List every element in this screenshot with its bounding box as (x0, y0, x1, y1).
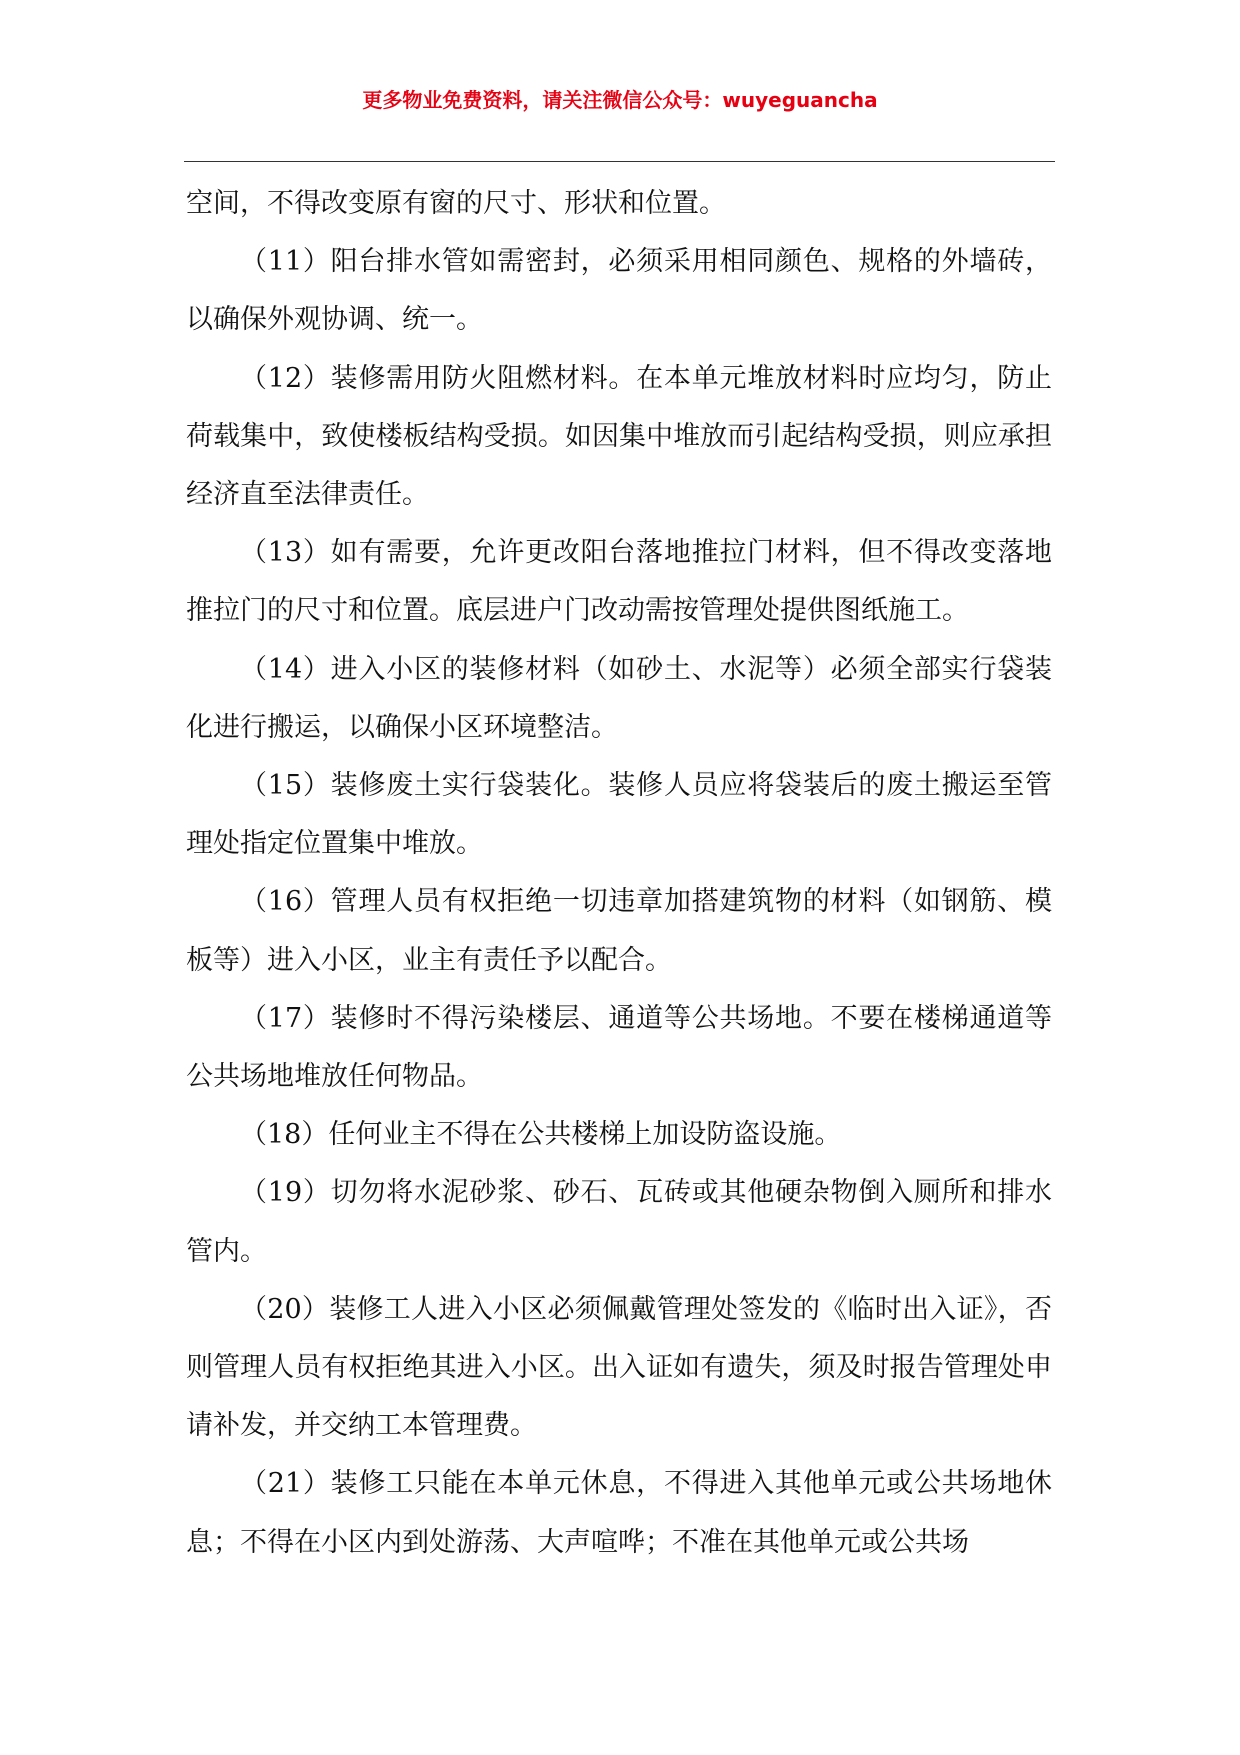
paragraph-item-16: （16）管理人员有权拒绝一切违章加搭建筑物的材料（如钢筋、模板等）进入小区，业主有责任予以配合。 (186, 886, 1052, 976)
page-header-notice: 更多物业免费资料，请关注微信公众号：wuyeguancha (362, 88, 878, 112)
paragraph-item-14: （14）进入小区的装修材料（如砂土、水泥等）必须全部实行袋装化进行搬运，以确保小区环境整洁。 (186, 653, 1052, 743)
paragraph-item-12: （12）装修需用防火阻燃材料。在本单元堆放材料时应均匀，防止荷载集中，致使楼板结构受损。如因集中堆放而引起结构受损，则应承担经济直至法律责任。 (186, 362, 1052, 511)
paragraph-item-20: （20）装修工人进入小区必须佩戴管理处签发的《临时出入证》，否则管理人员有权拒绝其进入小区。出入证如有遗失，须及时报告管理处申请补发，并交纳工本管理费。 (186, 1293, 1052, 1442)
paragraph-item-15: （15）装修废土实行袋装化。装修人员应将袋装后的废土搬运至管理处指定位置集中堆放。 (186, 770, 1052, 860)
paragraph-item-13: （13）如有需要，允许更改阳台落地推拉门材料，但不得改变落地推拉门的尺寸和位置。底层进户门改动需按管理处提供图纸施工。 (186, 537, 1052, 627)
paragraph-item-11: （11）阳台排水管如需密封，必须采用相同颜色、规格的外墙砖，以确保外观协调、统一。 (186, 246, 1052, 336)
paragraph-item-19: （19）切勿将水泥砂浆、砂石、瓦砖或其他硬杂物倒入厕所和排水管内。 (186, 1177, 1052, 1267)
paragraph-item-17: （17）装修时不得污染楼层、通道等公共场地。不要在楼梯通道等公共场地堆放任何物品。 (186, 1002, 1052, 1093)
paragraph-item-21: （21）装修工只能在本单元休息，不得进入其他单元或公共场地休息；不得在小区内到处游荡、大声喧哗；不准在其他单元或公共场 (186, 1468, 1052, 1558)
paragraph-item-18: （18）任何业主不得在公共楼梯上加设防盗设施。 (240, 1119, 842, 1151)
document-body (186, 175, 1052, 1572)
paragraph-continuation: 空间，不得改变原有窗的尺寸、形状和位置。 (186, 188, 726, 219)
header-divider (184, 161, 1055, 162)
